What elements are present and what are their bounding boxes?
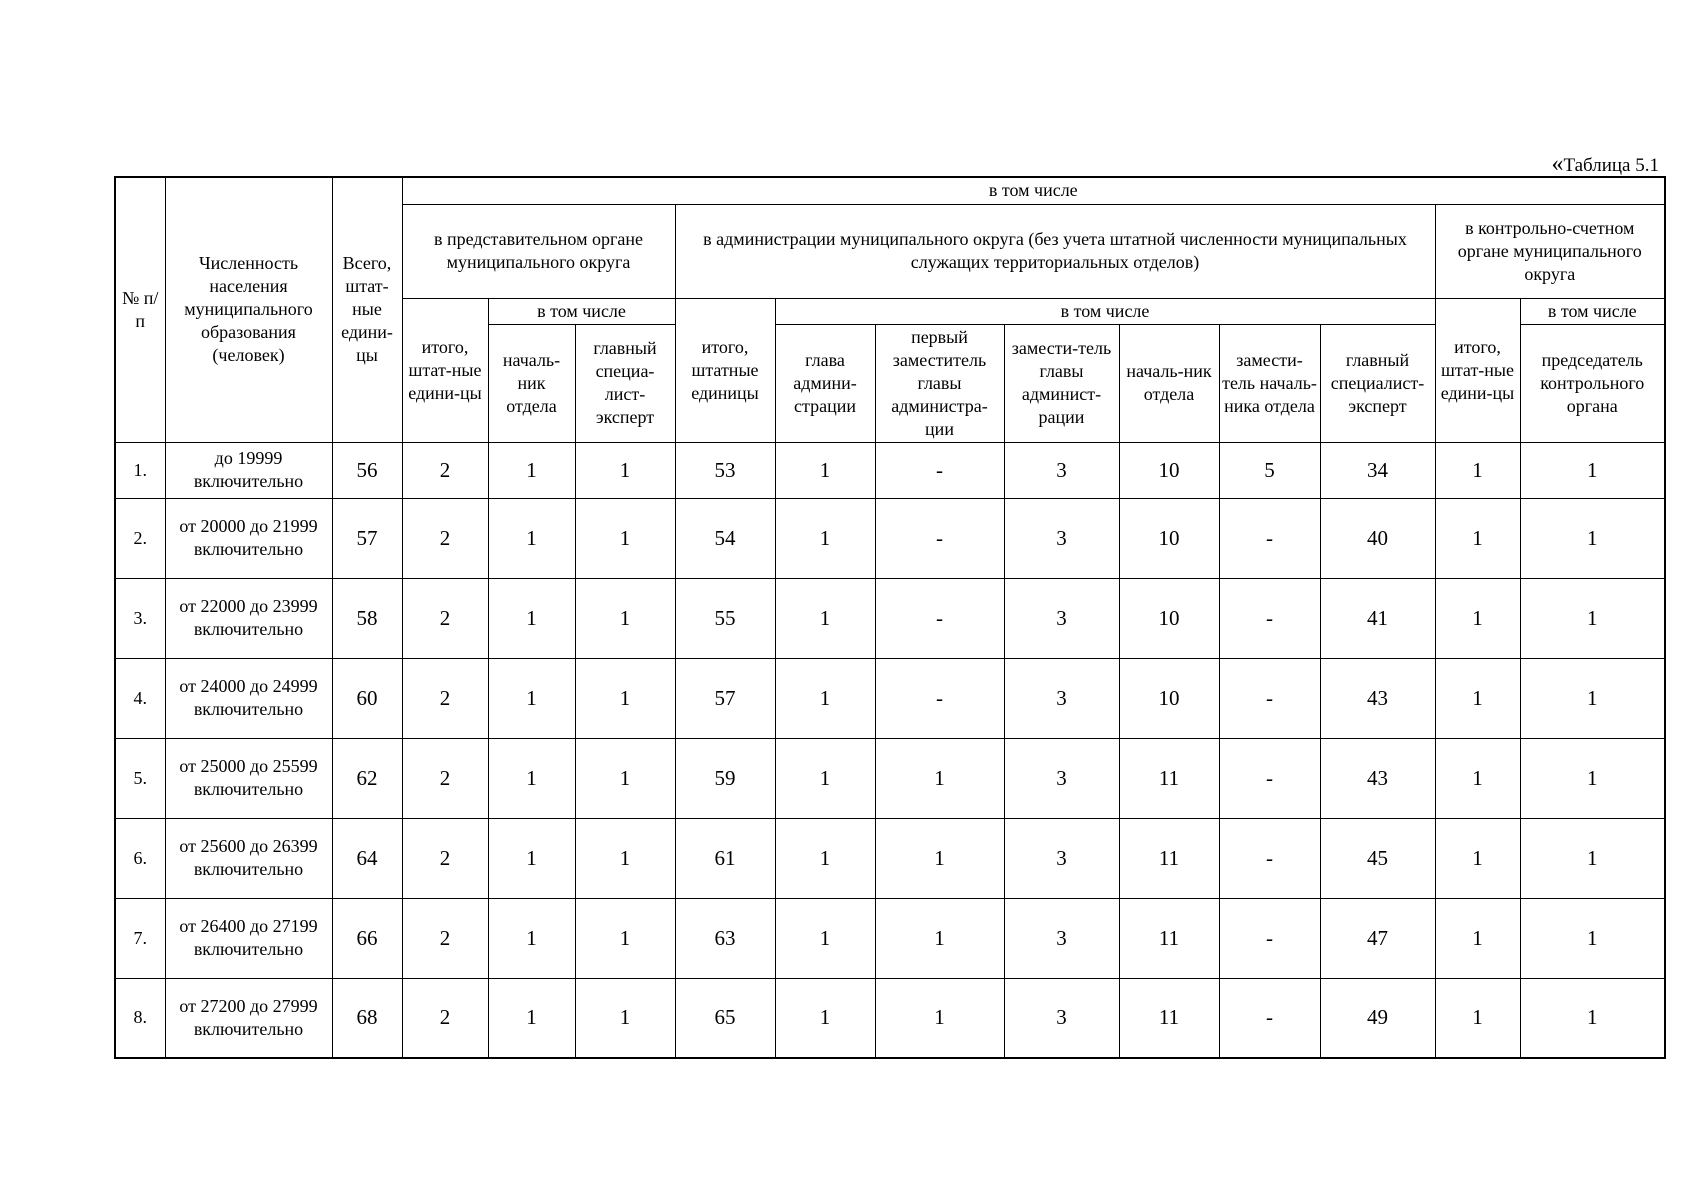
header-in-total: в том числе — [402, 177, 1665, 204]
header-rep-chief-specialist: главный специа-лист-эксперт — [575, 324, 675, 442]
cell-adm-head: 1 — [775, 978, 875, 1058]
table-row — [115, 898, 1665, 978]
cell-adm-dep: 3 — [1004, 818, 1119, 898]
cell-rep-total: 2 — [402, 498, 488, 578]
header-admin-first-deputy: первый заместитель главы администра-ции — [875, 324, 1004, 442]
cell-adm-dept-head: 10 — [1119, 442, 1219, 498]
cell-rep-spec: 1 — [575, 818, 675, 898]
cell-adm-first-dep: - — [875, 498, 1004, 578]
cell-adm-first-dep: 1 — [875, 818, 1004, 898]
cell-adm-spec: 47 — [1320, 898, 1435, 978]
header-control-including: в том числе — [1520, 298, 1665, 324]
cell-ctrl-chair: 1 — [1520, 738, 1665, 818]
cell-adm-first-dep: - — [875, 442, 1004, 498]
cell-num: 1. — [115, 442, 165, 498]
header-rep-total: итого, штат-ные едини-цы — [402, 298, 488, 442]
cell-admin-total: 55 — [675, 578, 775, 658]
cell-rep-head: 1 — [488, 658, 575, 738]
cell-adm-first-dep: 1 — [875, 898, 1004, 978]
cell-adm-head: 1 — [775, 578, 875, 658]
cell-adm-head: 1 — [775, 442, 875, 498]
cell-admin-total: 53 — [675, 442, 775, 498]
table-row — [115, 818, 1665, 898]
table-row — [115, 442, 1665, 498]
cell-num: 8. — [115, 978, 165, 1058]
cell-rep-spec: 1 — [575, 498, 675, 578]
cell-adm-dep: 3 — [1004, 498, 1119, 578]
table-row — [115, 738, 1665, 818]
cell-adm-spec: 43 — [1320, 658, 1435, 738]
caption-quote: « — [1551, 151, 1564, 177]
cell-adm-dept-head: 11 — [1119, 898, 1219, 978]
cell-ctrl-chair: 1 — [1520, 818, 1665, 898]
cell-adm-dep: 3 — [1004, 738, 1119, 818]
cell-adm-head: 1 — [775, 658, 875, 738]
cell-adm-head: 1 — [775, 898, 875, 978]
table-row — [115, 658, 1665, 738]
cell-total: 60 — [332, 658, 402, 738]
cell-adm-dept-head: 10 — [1119, 578, 1219, 658]
cell-adm-dep: 3 — [1004, 658, 1119, 738]
header-population: Численность населения муниципального образования (человек) — [165, 177, 332, 442]
cell-admin-total: 65 — [675, 978, 775, 1058]
cell-adm-spec: 41 — [1320, 578, 1435, 658]
cell-ctrl-total: 1 — [1435, 658, 1520, 738]
header-total: Всего, штат-ные едини-цы — [332, 177, 402, 442]
cell-ctrl-total: 1 — [1435, 498, 1520, 578]
header-admin-department-head: началь-ник отдела — [1119, 324, 1219, 442]
cell-admin-total: 54 — [675, 498, 775, 578]
cell-admin-total: 59 — [675, 738, 775, 818]
header-admin-total: итого, штатные единицы — [675, 298, 775, 442]
cell-adm-dep: 3 — [1004, 898, 1119, 978]
caption-text: Таблица 5.1 — [1563, 155, 1659, 176]
table-caption — [1551, 151, 1659, 178]
cell-ctrl-total: 1 — [1435, 738, 1520, 818]
cell-adm-dept-dep: - — [1219, 818, 1320, 898]
cell-num: 5. — [115, 738, 165, 818]
cell-total: 66 — [332, 898, 402, 978]
cell-population: от 22000 до 23999 включительно — [165, 578, 332, 658]
cell-adm-dept-dep: - — [1219, 898, 1320, 978]
cell-adm-dept-dep: - — [1219, 658, 1320, 738]
cell-population: от 24000 до 24999 включительно — [165, 658, 332, 738]
cell-adm-spec: 34 — [1320, 442, 1435, 498]
cell-adm-dept-head: 11 — [1119, 818, 1219, 898]
cell-adm-head: 1 — [775, 498, 875, 578]
cell-population: от 26400 до 27199 включительно — [165, 898, 332, 978]
staffing-table — [114, 176, 1666, 1059]
cell-adm-head: 1 — [775, 738, 875, 818]
header-admin-chief-specialist: главный специалист-эксперт — [1320, 324, 1435, 442]
cell-population: до 19999 включительно — [165, 442, 332, 498]
cell-ctrl-total: 1 — [1435, 818, 1520, 898]
cell-adm-first-dep: - — [875, 658, 1004, 738]
cell-total: 56 — [332, 442, 402, 498]
cell-rep-spec: 1 — [575, 442, 675, 498]
cell-ctrl-chair: 1 — [1520, 658, 1665, 738]
cell-rep-head: 1 — [488, 578, 575, 658]
cell-rep-spec: 1 — [575, 578, 675, 658]
cell-ctrl-chair: 1 — [1520, 898, 1665, 978]
cell-adm-first-dep: 1 — [875, 738, 1004, 818]
cell-num: 2. — [115, 498, 165, 578]
cell-ctrl-total: 1 — [1435, 898, 1520, 978]
cell-rep-head: 1 — [488, 442, 575, 498]
cell-ctrl-chair: 1 — [1520, 498, 1665, 578]
cell-ctrl-total: 1 — [1435, 578, 1520, 658]
cell-adm-dept-dep: - — [1219, 578, 1320, 658]
cell-adm-first-dep: - — [875, 578, 1004, 658]
cell-rep-total: 2 — [402, 978, 488, 1058]
table-row — [115, 578, 1665, 658]
cell-admin-total: 57 — [675, 658, 775, 738]
header-representative-body: в представительном органе муниципального округа — [402, 204, 675, 298]
header-control-chairman: председатель контрольного органа — [1520, 324, 1665, 442]
header-control-total: итого, штат-ные едини-цы — [1435, 298, 1520, 442]
header-control-body: в контрольно-счетном органе муниципального округа — [1435, 204, 1665, 298]
cell-adm-head: 1 — [775, 818, 875, 898]
cell-adm-dept-head: 10 — [1119, 498, 1219, 578]
cell-adm-spec: 49 — [1320, 978, 1435, 1058]
table-row — [115, 978, 1665, 1058]
cell-rep-total: 2 — [402, 658, 488, 738]
cell-rep-spec: 1 — [575, 978, 675, 1058]
header-num: № п/п — [115, 177, 165, 442]
cell-adm-dept-head: 10 — [1119, 658, 1219, 738]
cell-adm-dept-dep: - — [1219, 978, 1320, 1058]
cell-rep-total: 2 — [402, 738, 488, 818]
cell-total: 68 — [332, 978, 402, 1058]
table-row — [115, 498, 1665, 578]
cell-rep-head: 1 — [488, 738, 575, 818]
cell-rep-spec: 1 — [575, 658, 675, 738]
cell-ctrl-chair: 1 — [1520, 578, 1665, 658]
cell-ctrl-chair: 1 — [1520, 442, 1665, 498]
cell-adm-first-dep: 1 — [875, 978, 1004, 1058]
cell-num: 4. — [115, 658, 165, 738]
header-admin-including: в том числе — [775, 298, 1435, 324]
cell-population: от 25600 до 26399 включительно — [165, 818, 332, 898]
cell-admin-total: 61 — [675, 818, 775, 898]
header-admin-head: глава админи-страции — [775, 324, 875, 442]
cell-rep-head: 1 — [488, 498, 575, 578]
cell-rep-spec: 1 — [575, 898, 675, 978]
cell-total: 64 — [332, 818, 402, 898]
header-rep-including: в том числе — [488, 298, 675, 324]
cell-rep-spec: 1 — [575, 738, 675, 818]
cell-adm-dep: 3 — [1004, 578, 1119, 658]
cell-rep-total: 2 — [402, 818, 488, 898]
cell-rep-head: 1 — [488, 898, 575, 978]
header-administration: в администрации муниципального округа (без учета штатной численности муниципальных служащих территориальных отделов) — [675, 204, 1435, 298]
cell-admin-total: 63 — [675, 898, 775, 978]
cell-adm-dept-dep: - — [1219, 738, 1320, 818]
cell-population: от 25000 до 25599 включительно — [165, 738, 332, 818]
cell-num: 6. — [115, 818, 165, 898]
cell-total: 57 — [332, 498, 402, 578]
cell-adm-dept-head: 11 — [1119, 738, 1219, 818]
cell-num: 3. — [115, 578, 165, 658]
cell-adm-dep: 3 — [1004, 442, 1119, 498]
cell-ctrl-total: 1 — [1435, 442, 1520, 498]
cell-rep-head: 1 — [488, 818, 575, 898]
header-admin-department-deputy: замести-тель началь-ника отдела — [1219, 324, 1320, 442]
cell-rep-total: 2 — [402, 898, 488, 978]
cell-adm-dept-head: 11 — [1119, 978, 1219, 1058]
cell-total: 62 — [332, 738, 402, 818]
cell-adm-dept-dep: 5 — [1219, 442, 1320, 498]
cell-ctrl-total: 1 — [1435, 978, 1520, 1058]
cell-population: от 20000 до 21999 включительно — [165, 498, 332, 578]
cell-ctrl-chair: 1 — [1520, 978, 1665, 1058]
cell-total: 58 — [332, 578, 402, 658]
cell-adm-spec: 43 — [1320, 738, 1435, 818]
cell-adm-spec: 45 — [1320, 818, 1435, 898]
cell-num: 7. — [115, 898, 165, 978]
cell-adm-spec: 40 — [1320, 498, 1435, 578]
cell-adm-dept-dep: - — [1219, 498, 1320, 578]
cell-adm-dep: 3 — [1004, 978, 1119, 1058]
header-rep-department-head: началь-ник отдела — [488, 324, 575, 442]
cell-rep-total: 2 — [402, 442, 488, 498]
cell-population: от 27200 до 27999 включительно — [165, 978, 332, 1058]
header-admin-deputy: замести-тель главы админист-рации — [1004, 324, 1119, 442]
table-body — [115, 442, 1665, 1058]
cell-rep-total: 2 — [402, 578, 488, 658]
cell-rep-head: 1 — [488, 978, 575, 1058]
